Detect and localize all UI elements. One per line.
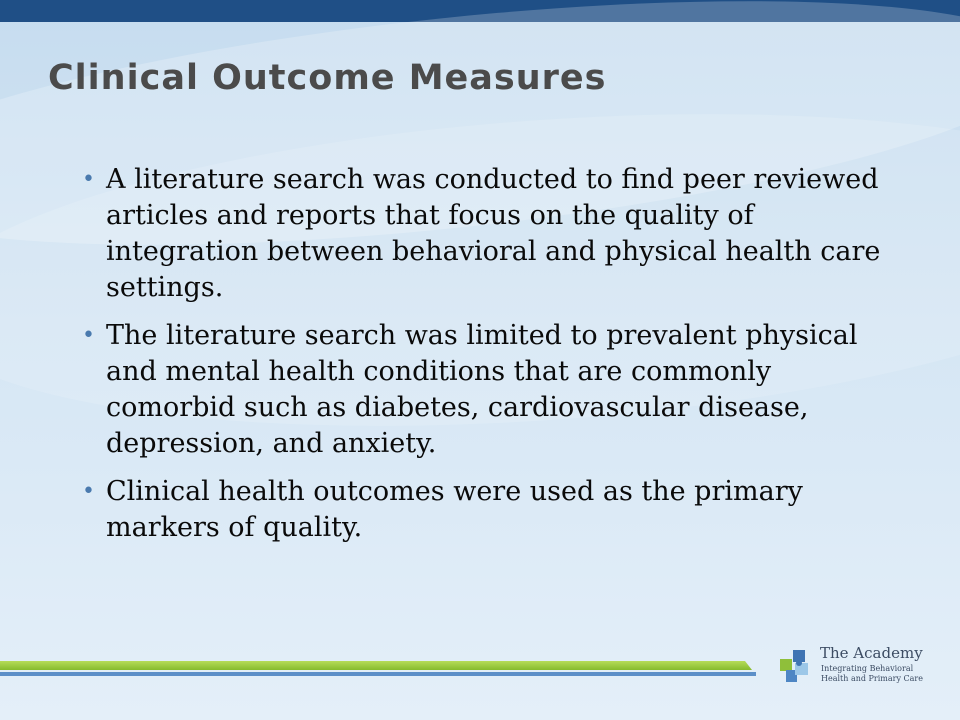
bullet-marker: • xyxy=(82,479,95,504)
academy-logo xyxy=(778,640,948,688)
bullet-text: Clinical health outcomes were used as the primary markers of quality. xyxy=(106,476,803,543)
puzzle-icon xyxy=(778,646,814,684)
bullet-text: The literature search was limited to prevalent physical and mental health conditions that are commonly comorbid such as diabetes, cardiovascular disease, depression, and anxiety. xyxy=(106,320,858,459)
slide-title: Clinical Outcome Measures xyxy=(48,58,607,98)
bullet-item xyxy=(80,474,890,546)
bullet-text: A literature search was conducted to find peer reviewed articles and reports that focus on the quality of integration between behavioral and physical health care settings. xyxy=(106,164,881,303)
bullet-list xyxy=(80,162,890,558)
logo-title: The Academy xyxy=(820,644,923,662)
logo-subtitle-line1: Integrating Behavioral xyxy=(821,664,914,673)
footer-stripe-blue xyxy=(0,672,756,676)
bullet-marker: • xyxy=(82,323,95,348)
footer-stripe-green xyxy=(0,661,752,670)
logo-subtitle-line2: Health and Primary Care xyxy=(821,674,923,683)
bullet-marker: • xyxy=(82,167,95,192)
bullet-item xyxy=(80,162,890,306)
bullet-item xyxy=(80,318,890,462)
top-bar xyxy=(0,0,960,22)
